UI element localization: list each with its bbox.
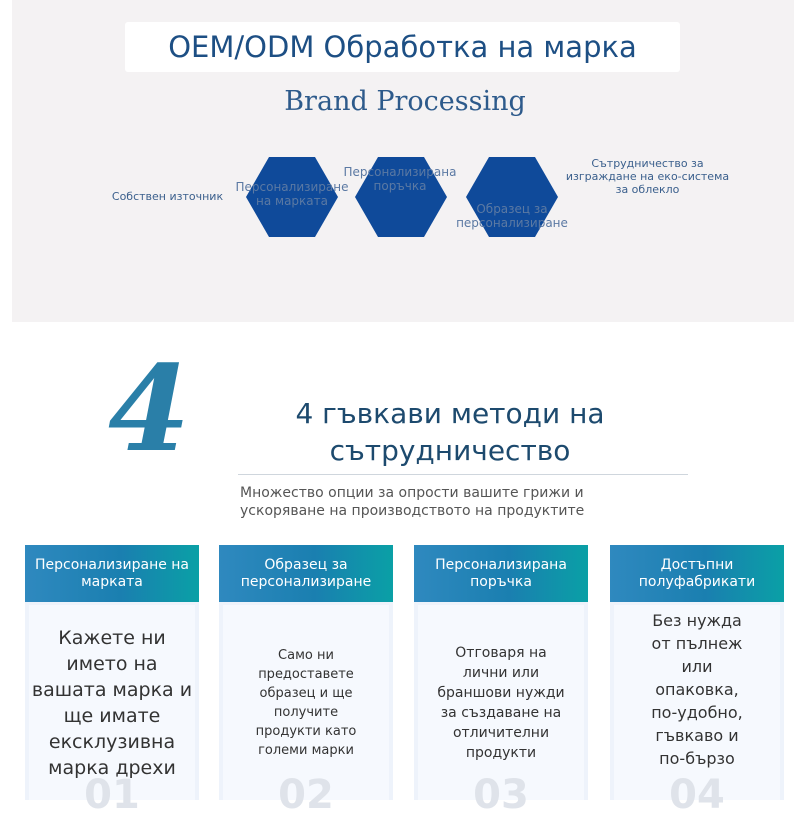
step-own-source: Собствен източник [111,190,224,203]
card-body-container [418,605,584,800]
methods-title: 4 гъвкави методи на сътрудничество [295,397,605,467]
step-custom-order: Персонализирана поръчка [343,165,457,193]
card-body: Само ни предоставете образец и ще получите продукти като големи марки [255,647,357,758]
title-banner [125,22,680,72]
card-number: 01 [84,772,140,818]
card-semi-finished [610,545,784,818]
card-title: Образец за персонализиране [219,545,393,602]
card-title: Персонализирана поръчка [414,545,588,602]
step-sample-customization: Образец за персонализиране [456,202,568,230]
card-body: Без нужда от пълнеж или опаковка, по-удобно, гъвкаво и по-бързо [651,611,743,768]
page-subtitle: Brand Processing [284,86,526,117]
step-brand-customization: Персонализиране на марката [235,180,349,208]
card-custom-order [414,545,588,818]
page-title: OEM/ODM Обработка на марка [168,30,637,64]
methods-subtitle: Множество опции за опрости вашите грижи и ускоряване на производството на продуктите [240,485,585,519]
card-body-container [223,605,389,800]
card-number: 02 [278,772,334,818]
card-body: Кажете ни името на вашата марка и ще имате ексклузивна марка дрехи [31,626,193,779]
card-body-container [614,605,780,800]
card-body: Отговаря на лични или браншови нужди за създаване на отличителни продукти [437,644,565,761]
divider [238,474,688,475]
card-brand-customization [25,545,199,818]
card-number: 03 [473,772,529,818]
card-body-container [29,605,195,800]
card-title: Достъпни полуфабрикати [610,545,784,602]
step-eco-system: Сътрудничество за изграждане на еко-система за облекло [565,157,730,196]
card-number: 04 [669,772,725,818]
card-sample-customization [219,545,393,818]
big-number-four: 4 [108,339,191,478]
card-title: Персонализиране на марката [25,545,199,602]
